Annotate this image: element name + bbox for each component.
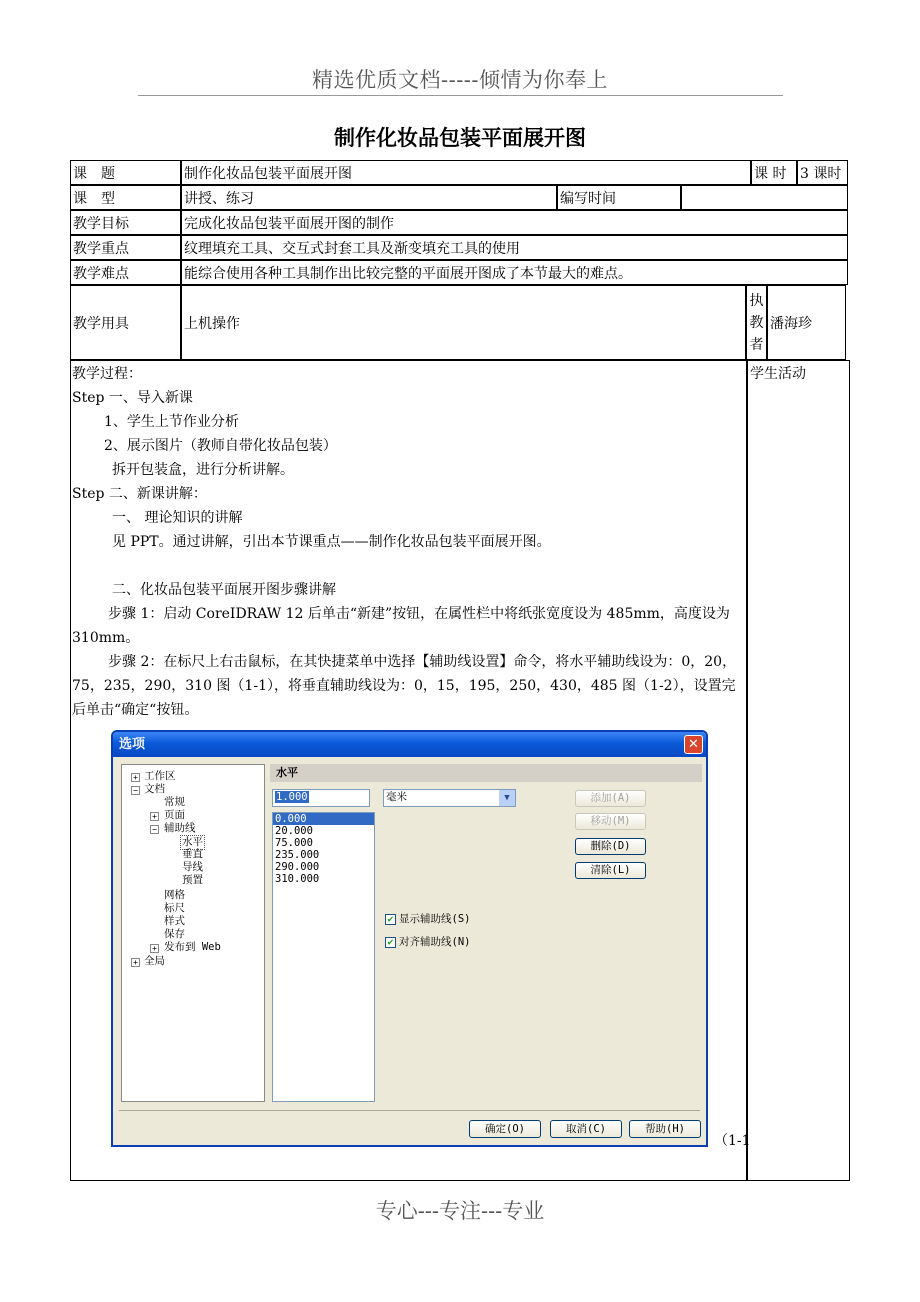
list-item[interactable]: 290.000	[275, 861, 320, 873]
show-guides-label[interactable]: 显示辅助线(S)	[399, 913, 471, 925]
document-title: 制作化妆品包装平面展开图	[334, 126, 586, 150]
label-type: 课 型	[70, 185, 181, 210]
process-line: 1、学生上节作业分析	[104, 414, 239, 430]
list-item[interactable]: 235.000	[275, 849, 320, 861]
dialog-divider	[119, 1110, 700, 1111]
value-difficulty: 能综合使用各种工具制作出比较完整的平面展开图成了本节最大的难点。	[181, 260, 848, 285]
process-heading: 教学过程：	[72, 366, 142, 382]
move-button[interactable]: 移动(M)	[575, 813, 646, 830]
list-item[interactable]: 310.000	[275, 873, 320, 885]
collapse-icon[interactable]: −	[131, 786, 140, 795]
dialog-titlebar	[113, 732, 706, 757]
guide-values-list[interactable]	[272, 812, 375, 1102]
expand-icon[interactable]: +	[150, 812, 159, 821]
snap-guides-label[interactable]: 对齐辅助线(N)	[399, 936, 471, 948]
tree-item-page[interactable]: 页面	[164, 809, 185, 821]
tree-item-rulers[interactable]: 标尺	[164, 902, 185, 914]
cancel-button[interactable]: 取消(C)	[550, 1120, 622, 1138]
snap-guides-checkbox[interactable]: ✔	[385, 937, 396, 948]
value-date	[681, 185, 848, 210]
teaching-process	[72, 362, 748, 722]
tree-item-grid[interactable]: 网格	[164, 889, 185, 901]
value-topic: 制作化妆品包装平面展开图	[181, 160, 751, 185]
collapse-icon[interactable]: −	[150, 825, 159, 834]
student-activity-cell	[747, 360, 850, 1181]
label-objective: 教学目标	[70, 210, 181, 235]
tree-item-guidelines[interactable]: 导线	[182, 861, 203, 873]
expand-icon[interactable]: +	[150, 944, 159, 953]
process-line: 一、 理论知识的讲解	[112, 510, 243, 526]
clear-button[interactable]: 清除(L)	[575, 862, 646, 879]
options-dialog-screenshot	[111, 730, 708, 1147]
list-item[interactable]: 0.000	[273, 813, 374, 825]
unit-value: 毫米	[386, 791, 407, 803]
label-date: 编写时间	[557, 185, 681, 210]
process-line: 拆开包装盒，进行分析讲解。	[112, 462, 294, 478]
process-line: 见 PPT。通过讲解，引出本节课重点——制作化妆品包装平面展开图。	[112, 534, 551, 550]
tree-item-presets[interactable]: 预置	[182, 874, 203, 886]
tree-item-publish-web[interactable]: 发布到 Web	[164, 941, 221, 953]
label-topic: 课 题	[70, 160, 181, 185]
process-line: 二、化妆品包装平面展开图步骤讲解	[112, 582, 336, 598]
page-header: 精选优质文档-----倾情为你奉上	[312, 68, 608, 92]
process-paragraph: 步骤 1：启动 CoreIDRAW 12 后单击“新建”按钮，在属性栏中将纸张宽度设为 485mm，高度设为 310mm。	[72, 606, 730, 646]
tree-item-horizontal[interactable]: 水平	[182, 836, 203, 848]
tree-item-general[interactable]: 常规	[164, 796, 185, 808]
list-item[interactable]: 20.000	[275, 825, 313, 837]
label-key-point: 教学重点	[70, 235, 181, 260]
value-type: 讲授、练习	[181, 185, 557, 210]
delete-button[interactable]: 删除(D)	[575, 838, 646, 855]
header-rule	[138, 95, 783, 96]
label-difficulty: 教学难点	[70, 260, 181, 285]
tree-item-document[interactable]: 文档	[144, 783, 165, 795]
page-footer: 专心---专注---专业	[375, 1199, 545, 1223]
expand-icon[interactable]: +	[131, 773, 140, 782]
tree-item-save[interactable]: 保存	[164, 928, 185, 940]
value-objective: 完成化妆品包装平面展开图的制作	[181, 210, 848, 235]
label-hours: 课 时	[751, 160, 797, 185]
close-icon[interactable]: ✕	[684, 735, 703, 754]
value-teacher: 潘海珍	[767, 285, 846, 360]
process-line: Step 一、导入新课	[72, 390, 193, 406]
value-hours: 3 课时	[797, 160, 848, 185]
process-line: Step 二、新课讲解：	[72, 486, 207, 502]
tree-item-vertical[interactable]: 垂直	[182, 848, 203, 860]
guide-value-input[interactable]	[272, 789, 370, 807]
chevron-down-icon[interactable]: ▼	[499, 790, 515, 806]
dialog-title: 选项	[119, 737, 146, 752]
process-line: 2、展示图片（教师自带化妆品包装）	[104, 438, 337, 454]
value-tools: 上机操作	[181, 285, 746, 360]
add-button[interactable]: 添加(A)	[575, 790, 646, 807]
process-paragraph: 步骤 2：在标尺上右击鼠标，在其快捷菜单中选择【辅助线设置】命令，将水平辅助线设为：0，20，75，235，290，310 图（1-1），将垂直辅助线设为：0，15，195，250，430，485 图（1-2），设置完后单击“确定“按钮。	[72, 654, 737, 718]
value-key-point: 纹理填充工具、交互式封套工具及渐变填充工具的使用	[181, 235, 848, 260]
student-activity-label: 学生活动	[750, 366, 806, 382]
blank-line	[72, 554, 748, 578]
tree-item-workspace[interactable]: 工作区	[144, 770, 176, 782]
show-guides-checkbox[interactable]: ✔	[385, 914, 396, 925]
label-teacher	[746, 285, 767, 360]
expand-icon[interactable]: +	[131, 958, 140, 967]
options-tree[interactable]	[121, 764, 265, 1102]
unit-select[interactable]	[383, 789, 516, 807]
panel-header: 水平	[270, 764, 702, 782]
ok-button[interactable]: 确定(O)	[469, 1120, 541, 1138]
tree-item-guides[interactable]: 辅助线	[164, 822, 196, 834]
help-button[interactable]: 帮助(H)	[629, 1120, 701, 1138]
label-tools: 教学用具	[70, 285, 181, 360]
label-teacher-text: 执教者	[749, 292, 764, 353]
tree-item-global[interactable]: 全局	[144, 955, 165, 967]
list-item[interactable]: 75.000	[275, 837, 313, 849]
figure-caption: （1-1	[714, 1133, 751, 1149]
guide-value-text: 1.000	[276, 791, 308, 803]
tree-item-styles[interactable]: 样式	[164, 915, 185, 927]
